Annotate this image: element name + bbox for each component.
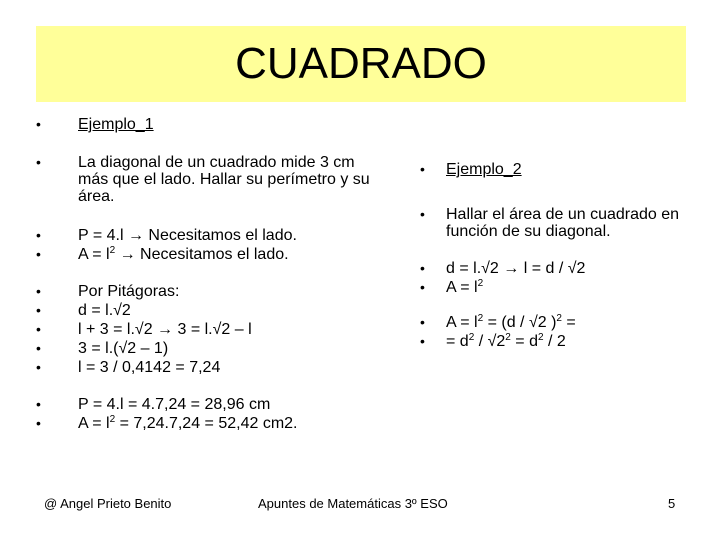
- equation-line: A = l: [446, 279, 478, 296]
- area-result: A = l: [78, 415, 110, 432]
- list-item: [36, 302, 376, 319]
- list-item: [420, 279, 690, 296]
- right-column: [420, 161, 690, 350]
- list-item: [36, 116, 376, 133]
- equation-line: 3 = l.√2 – l: [173, 321, 252, 338]
- perimeter-result: P = 4.l = 4.7,24 = 28,96 cm: [78, 396, 271, 413]
- perimeter-note: Necesitamos el lado.: [143, 227, 297, 244]
- equation-line: A = l: [446, 314, 478, 331]
- list-item: [36, 154, 376, 205]
- slide-title: CUADRADO: [235, 39, 487, 88]
- arrow-icon: →: [127, 227, 144, 244]
- exponent: 2: [556, 313, 562, 324]
- equation-line: l = 3 / 0,4142 = 7,24: [78, 359, 221, 376]
- footer-course: Apuntes de Matemáticas 3º ESO: [258, 496, 448, 511]
- equation-line: = d: [510, 333, 538, 350]
- equation-line: l + 3 = l.√2: [78, 321, 158, 338]
- exponent: 2: [109, 414, 116, 425]
- equation-line: / 2: [543, 333, 566, 350]
- list-item: [420, 314, 690, 331]
- equation-line: d = l.√2: [78, 302, 131, 319]
- equation-line: = (d / √2 ): [483, 314, 557, 331]
- title-band: [36, 26, 686, 102]
- equation-line: =: [561, 314, 576, 331]
- exponent: 2: [477, 313, 484, 324]
- exponent: 2: [468, 332, 475, 343]
- pythagoras-label: Por Pitágoras:: [78, 283, 180, 300]
- list-item: [36, 246, 376, 263]
- exponent: 2: [505, 332, 511, 343]
- exponent: 2: [477, 278, 484, 289]
- equation-line: / √2: [474, 333, 506, 350]
- arrow-icon: →: [119, 246, 136, 263]
- exponent: 2: [537, 332, 544, 343]
- list-item: [36, 415, 376, 432]
- example-2-link[interactable]: Ejemplo_2: [446, 161, 522, 178]
- area-note: Necesitamos el lado.: [135, 246, 289, 263]
- list-item: [420, 161, 690, 178]
- arrow-icon: →: [157, 321, 174, 338]
- list-item: [36, 283, 376, 300]
- area-formula: A = l: [78, 246, 110, 263]
- exponent: 2: [109, 245, 116, 256]
- equation-line: l = d / √2: [519, 260, 586, 277]
- list-item: [36, 396, 376, 413]
- equation-line: 3 = l.(√2 – 1): [78, 340, 169, 357]
- left-column: [36, 116, 376, 432]
- list-item: [420, 260, 690, 277]
- list-item: [36, 359, 376, 376]
- footer-author: @ Angel Prieto Benito: [44, 496, 172, 511]
- problem-statement: Hallar el área de un cuadrado en función de su diagonal.: [446, 206, 680, 240]
- list-item: [36, 340, 376, 357]
- list-item: [420, 333, 690, 350]
- list-item: [420, 206, 690, 240]
- list-item: [36, 321, 376, 338]
- area-result-tail: = 7,24.7,24 = 52,42 cm2.: [115, 415, 298, 432]
- page-number: 5: [668, 496, 676, 511]
- example-1-link[interactable]: Ejemplo_1: [78, 116, 154, 133]
- perimeter-formula: P = 4.l: [78, 227, 128, 244]
- equation-line: = d: [446, 333, 469, 350]
- arrow-icon: →: [503, 260, 520, 277]
- list-item: [36, 227, 376, 244]
- equation-line: d = l.√2: [446, 260, 504, 277]
- problem-statement: La diagonal de un cuadrado mide 3 cm más que el lado. Hallar su perímetro y su área.: [78, 154, 370, 205]
